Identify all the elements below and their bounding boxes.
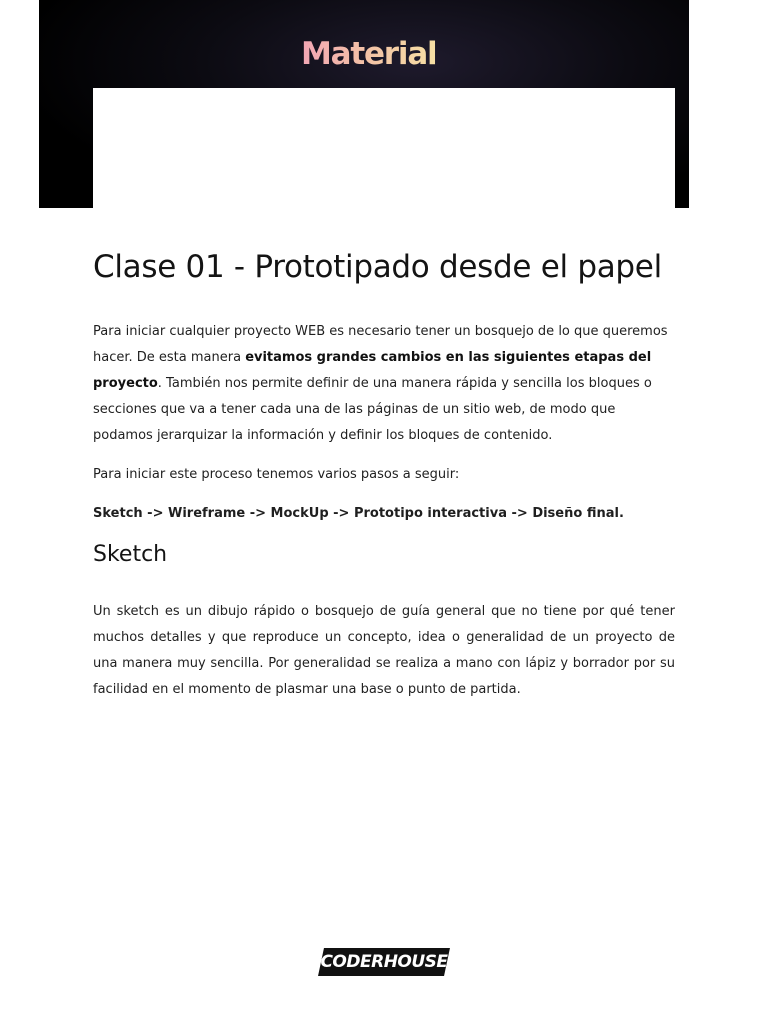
sketch-paragraph: Un sketch es un dibujo rápido o bosquejo de guía general que no tiene por qué tener muchos detalles y que reproduce un concepto, idea o generalidad de un proyecto de una manera muy sencilla. Por generalidad se realiza a mano con lápiz y borrador por su facilidad en el momento de plasmar una base o punto de partida. — [93, 604, 675, 697]
steps-sequence: Sketch -> Wireframe -> MockUp -> Prototipo interactiva -> Diseño final. — [93, 506, 624, 521]
banner-image-placeholder — [93, 88, 675, 208]
intro-text-start: Para iniciar cualquier proyecto WEB es necesario tener un bosquejo de lo que queremos hacer. De esta manera — [93, 324, 668, 365]
document-body — [93, 236, 675, 703]
intro-text-end: . También nos permite definir de una manera rápida y sencilla los bloques o secciones que va a tener cada una de las páginas de un sitio web, de modo que podamos jerarquizar la información y definir los bloques de contenido. — [93, 376, 652, 443]
intro-emphasis: evitamos grandes cambios en las siguientes etapas del proyecto — [93, 350, 652, 391]
header-banner — [39, 0, 689, 208]
page-title: Clase 01 - Prototipado desde el papel — [93, 249, 662, 285]
section-heading-sketch: Sketch — [93, 542, 168, 567]
logo-text: CODERHOUSE — [320, 952, 448, 972]
banner-title: Material — [301, 30, 436, 78]
steps-intro-paragraph: Para iniciar este proceso tenemos varios pasos a seguir: — [93, 467, 460, 482]
intro-paragraph — [93, 319, 675, 449]
coderhouse-logo — [321, 948, 447, 976]
